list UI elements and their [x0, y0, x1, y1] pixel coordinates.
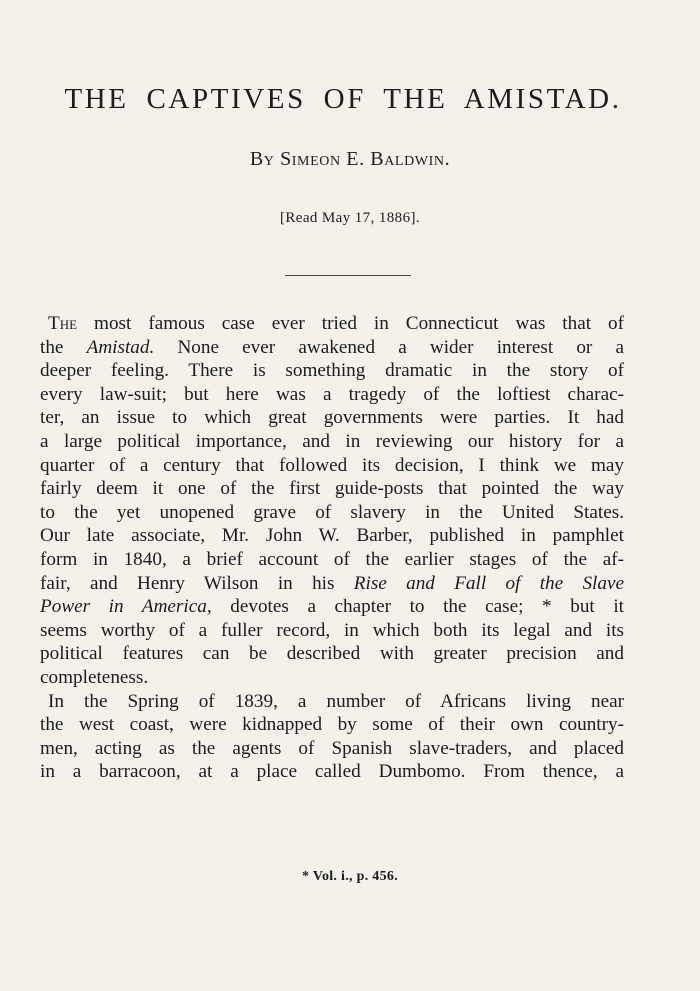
- text-line: the Amistad. None ever awakened a wider interest or a: [40, 336, 624, 358]
- article-title: THE CAPTIVES OF THE AMISTAD.: [64, 83, 622, 115]
- book-title: Power in America,: [40, 596, 212, 618]
- text-line: deeper feeling. There is something dramatic in the story of: [40, 360, 624, 382]
- text-line: political features can be described with greater precision and: [40, 643, 624, 665]
- ship-name: Amistad.: [86, 336, 155, 358]
- text-line: In the Spring of 1839, a number of Africans living near: [48, 690, 624, 712]
- text-line: Our late associate, Mr. John W. Barber, published in pamphlet: [40, 525, 624, 547]
- text-line: The most famous case ever tried in Connecticut was that of: [48, 313, 624, 334]
- paragraph-2: [40, 690, 624, 784]
- book-title: Rise and Fall of the Slave: [353, 572, 624, 594]
- text-line: Power in America, devotes a chapter to the case; * but it: [40, 596, 624, 618]
- text-line: form in 1840, a brief account of the earlier stages of the af-: [40, 548, 624, 570]
- read-date: [Read May 17, 1886].: [279, 210, 421, 226]
- footnote: * Vol. i., p. 456.: [301, 869, 399, 884]
- text-line: seems worthy of a fuller record, in which both its legal and its: [40, 619, 624, 641]
- text-line: in a barracoon, at a place called Dumbomo. From thence, a: [40, 761, 624, 783]
- text-line: ter, an issue to which great governments were parties. It had: [40, 407, 624, 429]
- paragraph-1: [40, 312, 624, 690]
- text-line: quarter of a century that followed its decision, I think we may: [40, 454, 624, 476]
- text-line: every law-suit; but here was a tragedy of the loftiest charac-: [40, 383, 624, 405]
- text-line: fair, and Henry Wilson in his Rise and Fall of the Slave: [40, 572, 624, 594]
- author-byline: By Simeon E. Baldwin.: [249, 148, 451, 170]
- article-body: [40, 312, 624, 784]
- lead-word: The: [48, 313, 78, 334]
- text-line: fairly deem it one of the first guide-posts that pointed the way: [40, 478, 624, 500]
- text-line: men, acting as the agents of Spanish slave-traders, and placed: [40, 737, 624, 759]
- text-line: to the yet unopened grave of slavery in the United States.: [40, 501, 624, 523]
- text-line: a large political importance, and in reviewing our history for a: [40, 430, 624, 452]
- text-line: completeness.: [40, 666, 149, 688]
- text-line: the west coast, were kidnapped by some of their own country-: [40, 714, 624, 736]
- title-divider: [285, 275, 411, 276]
